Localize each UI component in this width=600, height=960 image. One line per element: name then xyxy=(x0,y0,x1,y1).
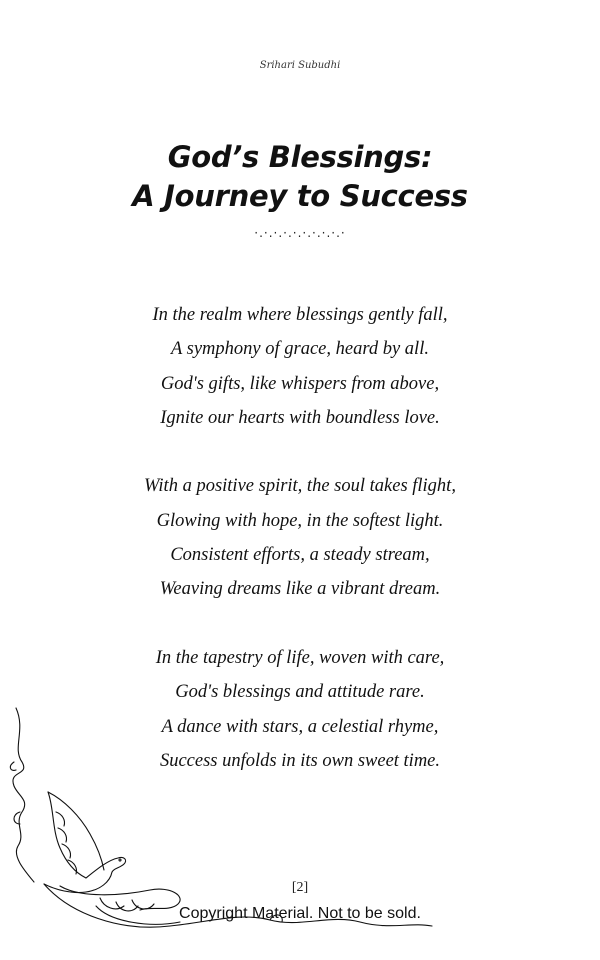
author-header: Srihari Subudhi xyxy=(259,60,341,71)
copyright-notice: Copyright Material. Not to be sold. xyxy=(179,905,421,922)
poem-line: Glowing with hope, in the softest light. xyxy=(156,510,444,531)
poem-line: Weaving dreams like a vibrant dream. xyxy=(159,579,441,600)
poem-line: With a positive spirit, the soul takes flight, xyxy=(144,476,456,497)
poem-title xyxy=(0,138,600,216)
title-ornament: ·.·.·.·.·.·.·.·.·.· xyxy=(254,226,346,240)
poem-title-line-2: A Journey to Success xyxy=(132,179,468,213)
poem-line: Ignite our hearts with boundless love. xyxy=(160,407,440,428)
poem-line: God's gifts, like whispers from above, xyxy=(160,373,440,394)
stanza-1 xyxy=(0,298,600,435)
poem-line: Consistent efforts, a steady stream, xyxy=(170,545,430,566)
poem-line: A symphony of grace, heard by all. xyxy=(171,339,429,360)
page-number: [2] xyxy=(291,880,309,895)
poem-line: God's blessings and attitude rare. xyxy=(175,682,425,703)
poem-line: In the realm where blessings gently fall, xyxy=(152,305,448,325)
poem-line: In the tapestry of life, woven with care, xyxy=(155,647,445,668)
poem-title-line-1: God’s Blessings: xyxy=(167,140,433,174)
poem-line: A dance with stars, a celestial rhyme, xyxy=(161,716,439,737)
stanza-2 xyxy=(0,469,600,606)
poem-line: Success unfolds in its own sweet time. xyxy=(159,750,441,771)
